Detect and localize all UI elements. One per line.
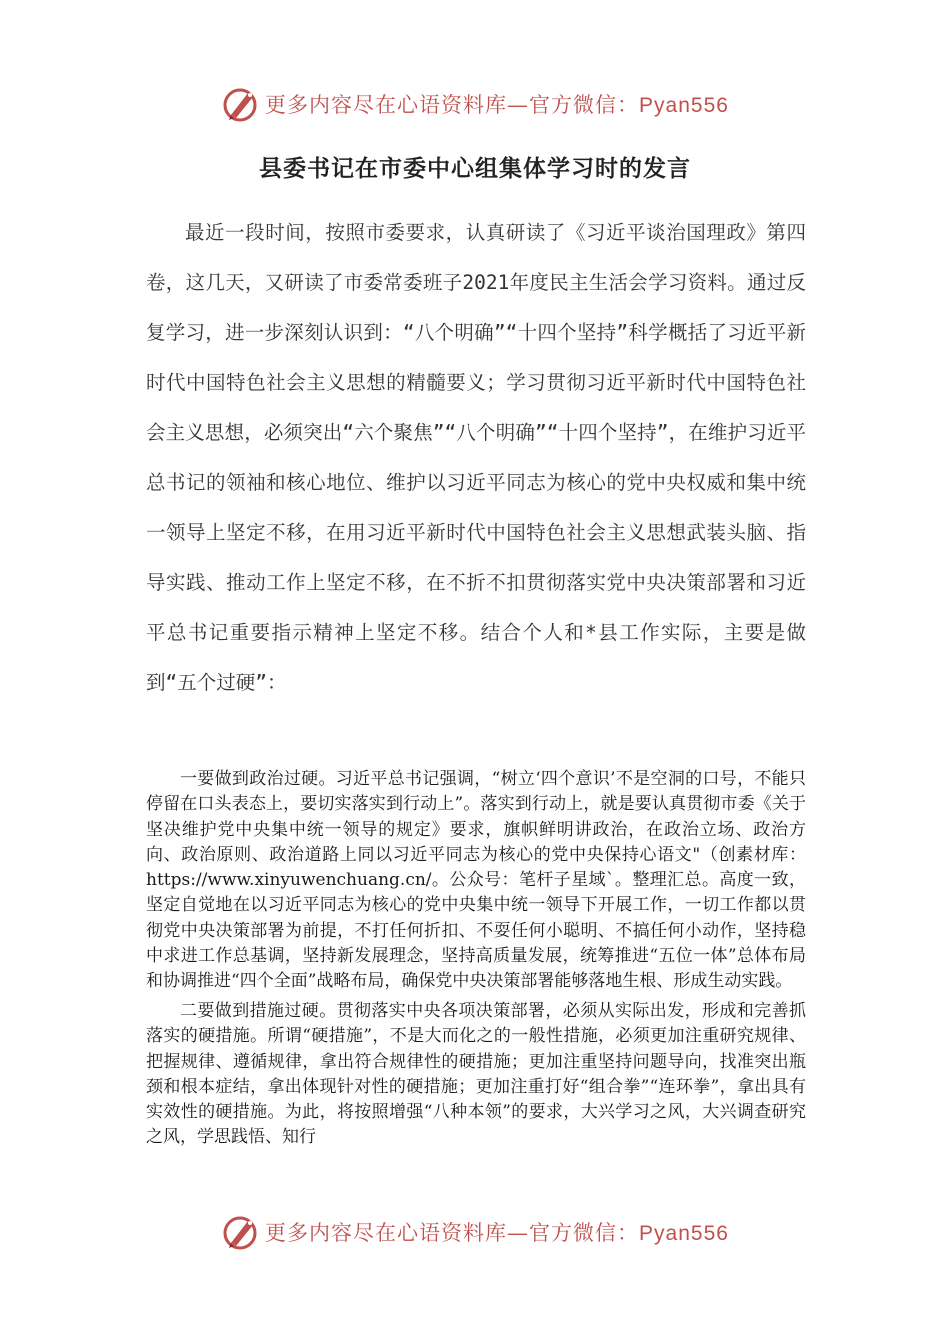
pen-circle-icon <box>221 84 261 124</box>
banner-text: 更多内容尽在心语资料库—官方微信：Pyan556 <box>265 1221 729 1245</box>
banner-text: 更多内容尽在心语资料库—官方微信：Pyan556 <box>265 93 729 117</box>
document-title: 县委书记在市委中心组集体学习时的发言 <box>259 156 691 182</box>
pen-circle-icon <box>221 1212 261 1252</box>
wechat-id: Pyan556 <box>639 94 729 117</box>
wechat-id: Pyan556 <box>639 1222 729 1245</box>
intro-paragraph: 最近一段时间，按照市委要求，认真研读了《习近平谈治国理政》第四卷，这几天，又研读了市委常委班子2021年度民主生活会学习资料。通过反复学习，进一步深刻认识到：“八个明确”“十四个坚持”科学概括了习近平新时代中国特色社会主义思想的精髓要义；学习贯彻习近平新时代中国特色社会主义思想，必须突出“六个聚焦”“八个明确”“十四个坚持”，在维护习近平总书记的领袖和核心地位、维护以习近平同志为核心的党中央权威和集中统一领导上坚定不移，在用习近平新时代中国特色社会主义思想武装头脑、指导实践、推动工作上坚定不移，在不折不扣贯彻落实党中央决策部署和习近平总书记重要指示精神上坚定不移。结合个人和*县工作实际，主要是做到“五个过硬”： <box>146 221 806 694</box>
header-banner[interactable] <box>0 82 950 126</box>
footer-banner[interactable] <box>0 1210 950 1254</box>
body-paragraph: 二要做到措施过硬。贯彻落实中央各项决策部署，必须从实际出发，形成和完善抓落实的硬措施。所谓“硬措施”，不是大而化之的一般性措施，必须更加注重研究规律、把握规律、遵循规律，拿出符合规律性的硬措施；更加注重坚持问题导向，找准突出瓶颈和根本症结，拿出体现针对性的硬措施；更加注重打好“组合拳”“连环拳”，拿出具有实效性的硬措施。为此，将按照增强“八种本领”的要求，大兴学习之风，大兴调查研究之风，学思践悟、知行 <box>146 1001 806 1148</box>
body-paragraph: 一要做到政治过硬。习近平总书记强调，“树立‘四个意识’不是空洞的口号，不能只停留在口头表态上，要切实落实到行动上”。落实到行动上，就是要认真贯彻市委《关于坚决维护党中央集中统一领导的规定》要求，旗帜鲜明讲政治，在政治立场、政治方向、政治原则、政治道路上同以习近平同志为核心的党中央保持心语文"（创素材库：https://www.xinyuwenchuang.cn/。公众号：笔杆子星域`。整理汇总。高度一致，坚定自觉地在以习近平同志为核心的党中央集中统一领导下开展工作，一切工作都以贯彻党中央决策部署为前提，不打任何折扣、不耍任何小聪明、不搞任何小动作，坚持稳中求进工作总基调，坚持新发展理念，坚持高质量发展，统筹推进“五位一体”总体布局和协调推进“四个全面”战略布局，确保党中央决策部署能够落地生根、形成生动实践。 <box>146 769 806 992</box>
